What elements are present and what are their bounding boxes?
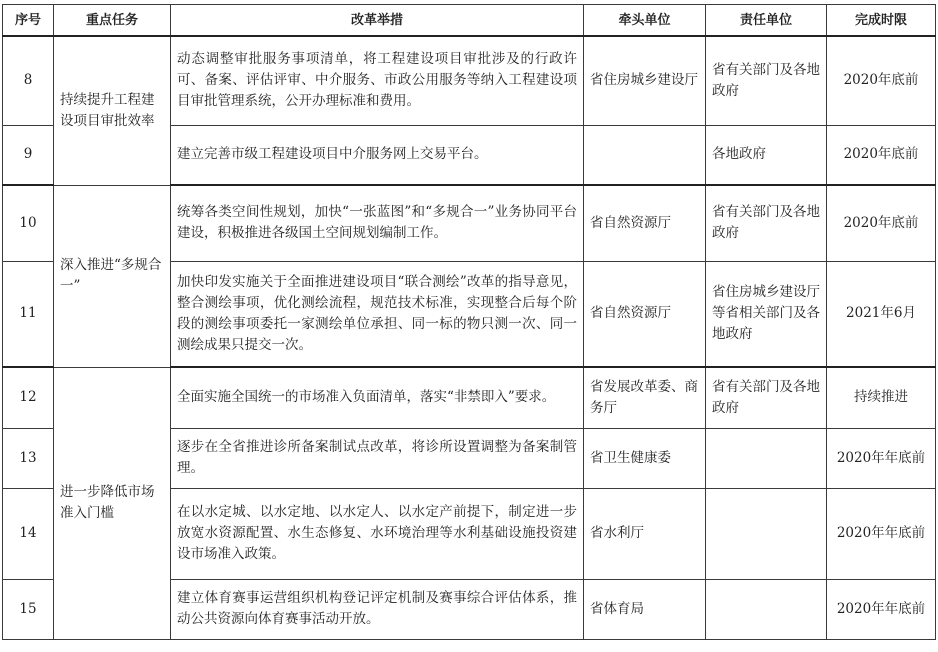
responsible-unit-cell: 省有关部门及各地政府	[706, 36, 827, 125]
responsible-unit-cell	[706, 488, 827, 579]
measure-cell: 动态调整审批服务事项清单，将工程建设项目审批涉及的行政许可、备案、评估评审、中介服务、市政公用服务等纳入工程建设项目审批管理系统，公开办理标准和费用。	[171, 36, 584, 125]
reform-table	[2, 4, 936, 640]
measure-cell: 在以水定城、以水定地、以水定人、以水定产前提下，制定进一步放宽水资源配置、水生态修复、水环境治理等水利基础设施投资建设市场准入政策。	[171, 488, 584, 579]
deadline-cell: 2020年底前	[827, 125, 936, 185]
row-number: 9	[3, 125, 54, 185]
lead-unit-cell: 省自然资源厅	[584, 261, 706, 367]
table-row	[3, 185, 936, 261]
lead-unit-cell: 省水利厅	[584, 488, 706, 579]
responsible-unit-cell	[706, 579, 827, 639]
task-cell: 深入推进“多规合一”	[54, 185, 171, 367]
row-number: 8	[3, 36, 54, 125]
measure-cell: 加快印发实施关于全面推进建设项目“联合测绘”改革的指导意见，整合测绘事项，优化测绘流程，规范技术标准，实现整合后每个阶段的测绘事项委托一家测绘单位承担、同一标的物只测一次、同一测绘成果只提交一次。	[171, 261, 584, 367]
row-number: 11	[3, 261, 54, 367]
measure-cell: 建立完善市级工程建设项目中介服务网上交易平台。	[171, 125, 584, 185]
task-cell: 持续提升工程建设项目审批效率	[54, 36, 171, 185]
deadline-cell: 2021年6月	[827, 261, 936, 367]
header-resp: 责任单位	[706, 5, 827, 37]
responsible-unit-cell: 省住房城乡建设厅等省相关部门及各地政府	[706, 261, 827, 367]
row-number: 12	[3, 367, 54, 428]
row-number: 13	[3, 428, 54, 488]
header-lead: 牵头单位	[584, 5, 706, 37]
task-cell: 进一步降低市场准入门槛	[54, 367, 171, 639]
lead-unit-cell: 省发展改革委、商务厅	[584, 367, 706, 428]
lead-unit-cell: 省自然资源厅	[584, 185, 706, 261]
lead-unit-cell	[584, 125, 706, 185]
measure-cell: 统筹各类空间性规划，加快“一张蓝图”和“多规合一”业务协同平台建设，积极推进各级国土空间规划编制工作。	[171, 185, 584, 261]
responsible-unit-cell: 各地政府	[706, 125, 827, 185]
measure-cell: 建立体育赛事运营组织机构登记评定机制及赛事综合评估体系，推动公共资源向体育赛事活动开放。	[171, 579, 584, 639]
row-number: 10	[3, 185, 54, 261]
deadline-cell: 2020年年底前	[827, 579, 936, 639]
lead-unit-cell: 省卫生健康委	[584, 428, 706, 488]
lead-unit-cell: 省体育局	[584, 579, 706, 639]
header-row	[3, 5, 936, 37]
deadline-cell: 2020年年底前	[827, 428, 936, 488]
responsible-unit-cell: 省有关部门及各地政府	[706, 367, 827, 428]
table-row	[3, 36, 936, 125]
deadline-cell: 2020年底前	[827, 185, 936, 261]
responsible-unit-cell: 省有关部门及各地政府	[706, 185, 827, 261]
deadline-cell: 2020年底前	[827, 36, 936, 125]
header-measure: 改革举措	[171, 5, 584, 37]
lead-unit-cell: 省住房城乡建设厅	[584, 36, 706, 125]
header-task: 重点任务	[54, 5, 171, 37]
row-number: 15	[3, 579, 54, 639]
deadline-cell: 持续推进	[827, 367, 936, 428]
measure-cell: 全面实施全国统一的市场准入负面清单，落实“非禁即入”要求。	[171, 367, 584, 428]
table-row	[3, 367, 936, 428]
header-no: 序号	[3, 5, 54, 37]
deadline-cell: 2020年年底前	[827, 488, 936, 579]
header-deadline: 完成时限	[827, 5, 936, 37]
row-number: 14	[3, 488, 54, 579]
responsible-unit-cell	[706, 428, 827, 488]
measure-cell: 逐步在全省推进诊所备案制试点改革，将诊所设置调整为备案制管理。	[171, 428, 584, 488]
